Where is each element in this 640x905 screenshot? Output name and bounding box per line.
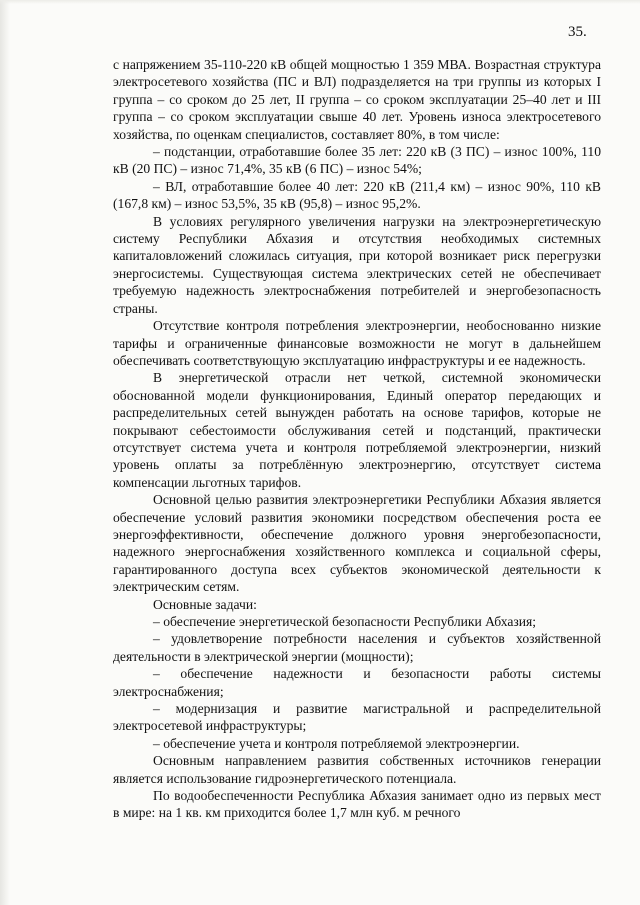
- paragraph: В условиях регулярного увеличения нагрузки на электроэнергетическую систему Республики Абхазия и отсутствия необходимых системных капиталовложений сложилась ситуация, при которой возникает риск перегрузки энергосистемы. Существующая система электрических сетей не обеспечивает требуемую надежность электроснабжения потребителей и энергобезопасность страны.: [113, 213, 601, 316]
- paragraph: Основной целью развития электроэнергетики Республики Абхазия является обеспечение условий развития экономики посредством обеспечения роста ее энергоэффективности, обеспечение должного уровня энергобезопасности, надежного энергоснабжения хозяйственного комплекса и социальной сферы, гарантированного доступа всех субъектов экономической деятельности к электрическим сетям.: [113, 492, 601, 595]
- scan-edge-shadow: [0, 0, 10, 905]
- scan-top-shadow: [0, 0, 640, 4]
- paragraph: – подстанции, отработавшие более 35 лет: 220 кВ (3 ПС) – износ 100%, 110 кВ (20 ПС) – износ 71,4%, 35 кВ (6 ПС) – износ 54%;: [113, 144, 601, 177]
- paragraph: – обеспечение надежности и безопасности работы системы электроснабжения;: [113, 666, 601, 699]
- paragraph: В энергетической отрасли нет четкой, системной экономически обоснованной модели функционирования, Единый оператор передающих и распределительных сетей вынужден работать на основе тарифов, которые не покрывают себестоимости обслуживания сетей и подстанций, практически отсутствует система учета и контроля потребляемой электроэнергии, низкий уровень оплаты за потреблённую электроэнергию, отсутствует система компенсации льготных тарифов.: [113, 370, 601, 490]
- paragraph: Отсутствие контроля потребления электроэнергии, необоснованно низкие тарифы и ограниченные финансовые возможности не могут в дальнейшем обеспечивать соответствующую эксплуатацию инфраструктуры и ее надежность.: [113, 318, 601, 368]
- paragraph: – обеспечение учета и контроля потребляемой электроэнергии.: [153, 735, 520, 751]
- page-number: 35.: [568, 24, 587, 40]
- paragraph: – модернизация и развитие магистральной и распределительной электросетевой инфраструктуры;: [113, 701, 601, 734]
- paragraph: По водообеспеченности Республика Абхазия занимает одно из первых мест в мире: на 1 кв. км приходится более 1,7 млн куб. м речного: [113, 788, 601, 821]
- paragraph: Основные задачи:: [153, 596, 257, 612]
- paragraph: – ВЛ, отработавшие более 40 лет: 220 кВ (211,4 км) – износ 90%, 110 кВ (167,8 км) – износ 53,5%, 35 кВ (95,8) – износ 95,2%.: [113, 178, 601, 212]
- paragraph: – удовлетворение потребности населения и субъектов хозяйственной деятельности в электрической энергии (мощности);: [113, 631, 601, 664]
- paragraph: с напряжением 35-110-220 кВ общей мощностью 1 359 МВА. Возрастная структура электросетевого хозяйства (ПС и ВЛ) подразделяется на три группы из которых I группа – со сроком до 25 лет, II группа – со сроком эксплуатации 25–40 лет и III группа – со сроком эксплуатации свыше 40 лет. Уровень износа электросетевого хозяйства, по оценкам специалистов, составляет 80%, в том числе:: [113, 57, 601, 142]
- paragraph: Основным направлением развития собственных источников генерации является использование гидроэнергетического потенциала.: [113, 753, 601, 786]
- paragraph: – обеспечение энергетической безопасности Республики Абхазия;: [153, 614, 537, 629]
- document-body: [113, 56, 601, 822]
